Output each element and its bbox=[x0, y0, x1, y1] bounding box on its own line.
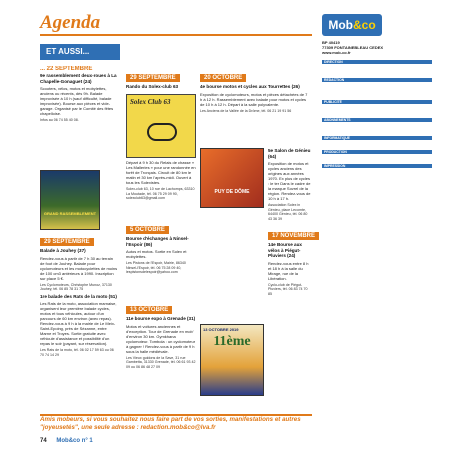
bourse-expo-poster bbox=[200, 324, 264, 396]
event-title: Rando du Solex-club 63 bbox=[126, 84, 179, 89]
event-body: Motos et voitures anciennes et d'exception. Tour de Grenade en mob' d'environ 30 km. Gymkhana cyclomoteur. Tombola : un cyclomoteur à gagner ! Rendez-vous à partir de 9 h sous la halle médiévale. bbox=[126, 323, 196, 354]
event-body: Rendez-vous à partir de 7 h 30 au terrain de foot de Jouhey. Balade pour cyclomoteurs et les motocyclettes de moins de 100 cm3 antérieurs à 1990. Inscription sur place 5 €. bbox=[40, 255, 118, 281]
masthead-address bbox=[322, 40, 383, 55]
masthead-section: PRODUCTION bbox=[322, 150, 432, 154]
event-title: 4e bourse motos et cycles aux Tourrettes (26) bbox=[200, 84, 300, 89]
column-3-top bbox=[200, 84, 310, 144]
event-contact: Les Anciens de la Vallée de la Drôme, tél. 06 21 19 91 56 bbox=[200, 108, 292, 113]
event-date-badge: 5 OCTOBRE bbox=[126, 226, 169, 234]
masthead-section: ABONNEMENTS bbox=[322, 118, 432, 122]
event-date: ... 22 SEPTEMBRE bbox=[40, 66, 93, 72]
event-contact: Cyclo-club de Piégut-Pluviers, tél. 06 83 74 70 85 bbox=[268, 282, 308, 296]
poster-image bbox=[40, 170, 100, 230]
poster-headline: 11ème bbox=[213, 334, 251, 349]
masthead-section: IMPRESSION bbox=[322, 164, 432, 168]
column-1-top bbox=[40, 66, 118, 170]
submission-call: Amis mobeurs, si vous souhaitez nous faire part de vos sorties, manifestations et autres "joyeusetés", une seule adresse : redaction.mob&co@lva.fr bbox=[40, 416, 301, 431]
masthead-sidebar bbox=[318, 14, 436, 414]
event-title: 1re balade des Rats de la moto (51) bbox=[40, 293, 117, 299]
event-title: Bourse d'échanges à Ninsel-l'Espoir (86) bbox=[126, 236, 189, 247]
address-line: 77309 FONTAINEBLEAU CEDEX bbox=[322, 45, 384, 50]
event-date-badge: 29 SEPTEMBRE bbox=[126, 74, 180, 82]
masthead-body bbox=[322, 58, 432, 176]
scooter-icon bbox=[147, 123, 177, 141]
event-contact: Solex-club 63, 10 rue de Lachomps, 63310 La Moutade, tél. 06 75 29 09 90, solexclub63@gmail.com bbox=[126, 187, 195, 201]
header-rule bbox=[40, 34, 312, 36]
poster-text: Solex Club 63 bbox=[130, 98, 171, 106]
event-body: Scooters, vélos, motos et mobylettes, anciens ou récents, dès 9h. Balade improvisée à 10 h (sauf difficulté, balade improvisée). Bourse aux pièces et vide-garage. Organisé par le Comité des fêtes chapelloise. bbox=[40, 86, 114, 116]
address-line: BP 40419 bbox=[322, 40, 340, 45]
masthead-section: INFORMATIQUE bbox=[322, 136, 432, 140]
event-date-badge: 17 NOVEMBRE bbox=[268, 232, 319, 240]
column-2-top bbox=[126, 160, 196, 222]
event-title: 14e Bourse aux vélos à Piégut-Pluviers (24) bbox=[268, 242, 302, 258]
logo-plus-text: &co bbox=[352, 18, 376, 32]
event-title: 11e bourse expo à Grenade (31) bbox=[126, 316, 196, 321]
issue-label: Mob&co n° 1 bbox=[56, 438, 93, 444]
event-title: Balade à Jouhey (37) bbox=[40, 248, 86, 253]
poster-caption: GRAND RASSEMBLEMENT bbox=[43, 211, 97, 216]
event-body: Exposition de cyclomoteurs, motos et pièces détachées de 7 h à 12 h. Rassemblement avec balade pour motos et cycles de 10 h à 12 h. Départ à la salle polyvalente. bbox=[200, 91, 308, 107]
website-link[interactable]: www.mob-co.fr bbox=[322, 50, 351, 55]
event-contact: Infos au 06 74 55 40 08. bbox=[40, 118, 79, 122]
column-1-bottom bbox=[40, 248, 118, 414]
event-contact: Les Vieux guidons de la Save, 31 rue Gambetta, 31330 Grenade, tél. 06 61 93 42 09 ou 06 86 48 27 09 bbox=[126, 355, 196, 369]
event-contact: Les Cyclomoteurs, Christophe Munoz, 37130 Jouhey, tél. 06 85 78 31 75 bbox=[40, 282, 112, 292]
event-body: Exposition de motos et cycles anciens des origines aux années 1970. Ex plus de cycles : le ter Dans le cadre de la marque Sovrel de la région. Rendez-vous de 10 h à 17 h. bbox=[268, 161, 311, 201]
column-2-mid bbox=[126, 236, 196, 306]
poster-text: PUY DE DÔME bbox=[214, 189, 250, 195]
masthead-section: REDACTION bbox=[322, 78, 432, 82]
magazine-logo bbox=[322, 14, 382, 36]
page-title: Agenda bbox=[40, 12, 101, 33]
page-number: 74 bbox=[40, 438, 47, 444]
event-body: Autos et motos. Sortie en Solex et mobylettes. bbox=[126, 249, 187, 259]
masthead-section: DIRECTION bbox=[322, 60, 432, 64]
masthead-section: PUBLICITÉ bbox=[322, 100, 432, 104]
column-2-bottom bbox=[126, 316, 196, 412]
event-contact: Les Rats de la moto, tél. 06 02 17 59 63 ou 06 70 74 14 29 bbox=[40, 348, 114, 357]
event-date-badge: 20 OCTOBRE bbox=[200, 74, 246, 82]
column-3-bottom bbox=[268, 242, 312, 322]
event-title: 9e rassemblement deux-roues à La Chapelle-Gonaguet (24) bbox=[40, 73, 117, 84]
event-contact: Les Pistons de l'Espoir, Mairie, 86340 Ninsel-l'Espoir, tél. 06 75 28 09 40, lespistonsdelespoir@yahoo.com bbox=[126, 261, 186, 275]
event-contact: Association Solex in Génieu, place Lecomte, 64400 Génieu, tél. 06 80 43 36 39 bbox=[268, 203, 308, 221]
logo-text: Mob bbox=[328, 18, 353, 32]
event-date-badge: 13 OCTOBRE bbox=[126, 306, 172, 314]
event-body: Départ à 9 h 30 du Relais de chasse « Les Malleries » pour une randonnée en forêt de Tronçais. Circuit de 80 km le matin et 30 km l'après-midi. Ouvert à tous les Solexistes. bbox=[126, 160, 196, 185]
puy-de-dome-poster bbox=[200, 148, 264, 208]
poster-date: 13 OCTOBRE 2019 bbox=[203, 327, 239, 332]
column-3-mid bbox=[268, 148, 312, 230]
event-title: 5e Salon de Génieu (64) bbox=[268, 148, 311, 159]
event-body: Les Rats de la moto, association marnaise, organisent leur première balade cycles, motos et tous véhicules, autour d'un parcours de 60 km environ (avec repas). Rendez-vous à 9 h à la mairie de Le Meix-Saint-Epoing, près de Sézanne, entre Marne et Troyes. Sortie gratuite avec véhicule d'assistance et possibilité d'un repas le soir (payant, sur réservation). bbox=[40, 301, 117, 347]
section-tab: ET AUSSI... bbox=[40, 44, 120, 60]
solex-poster-image bbox=[126, 94, 196, 158]
event-date-badge: 29 SEPTEMBRE bbox=[40, 238, 94, 246]
page-folio bbox=[40, 438, 93, 444]
event-body: Rendez-vous entre 8 h et 18 h à la salle du Mirage, rue de la Libération. bbox=[268, 260, 309, 281]
